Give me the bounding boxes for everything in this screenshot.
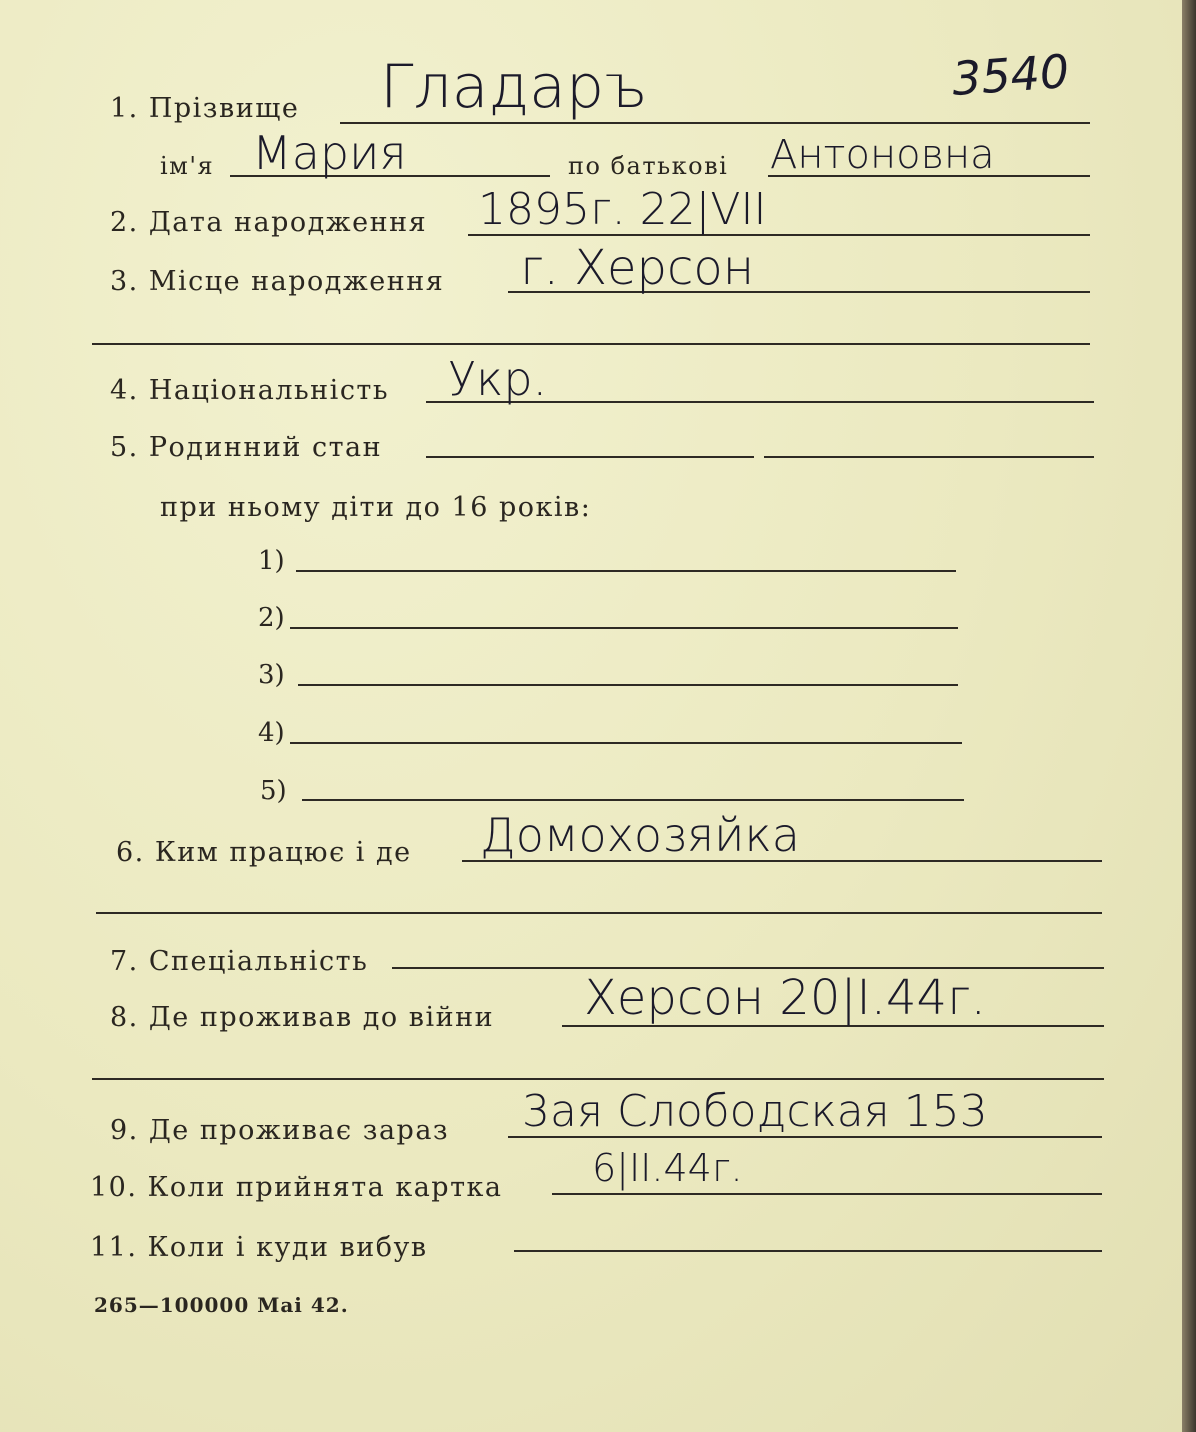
children-label: при ньому діти до 16 років: [160, 492, 592, 523]
patronymic-value[interactable]: Антоновна [770, 132, 995, 178]
child-1-line[interactable] [296, 570, 956, 572]
patronymic-label: по батькові [568, 152, 729, 180]
card-accepted-label: 10. Коли прийнята картка [90, 1172, 503, 1203]
child-2-line[interactable] [290, 627, 958, 629]
birth-place-label: 3. Місце народження [110, 266, 445, 297]
nationality-value[interactable]: Укр. [448, 352, 548, 406]
first-name-label: ім'я [160, 152, 215, 180]
child-4-num: 4) [258, 718, 285, 748]
card-accepted-line [552, 1193, 1102, 1195]
current-residence-value[interactable]: 3ая Слободская 153 [522, 1086, 988, 1137]
occupation-line-2 [96, 912, 1102, 914]
specialty-line [392, 967, 1104, 969]
current-residence-label: 9. Де проживає зараз [110, 1115, 450, 1146]
child-2-num: 2) [258, 603, 285, 633]
child-5-num: 5) [260, 776, 287, 806]
departure-line [514, 1250, 1102, 1252]
child-5-line[interactable] [302, 799, 964, 801]
marital-status-line-1 [426, 456, 754, 458]
occupation-label: 6. Ким працює і де [116, 837, 412, 868]
birth-place-line-2 [92, 343, 1090, 345]
first-name-value[interactable]: Мария [252, 126, 407, 180]
occupation-value[interactable]: Домохозяйка [480, 808, 800, 862]
birth-date-value[interactable]: 1895г. 22|VII [478, 184, 767, 235]
child-3-num: 3) [258, 660, 285, 690]
prewar-residence-value[interactable]: Херсон 20|I.44г. [584, 970, 986, 1026]
specialty-label: 7. Спеціальність [110, 946, 369, 977]
departure-label: 11. Коли і куди вибув [90, 1232, 428, 1263]
nationality-label: 4. Національність [110, 375, 390, 406]
surname-label: 1. Прізвище [110, 93, 300, 124]
prewar-residence-label: 8. Де проживав до війни [110, 1002, 495, 1033]
child-3-line[interactable] [298, 684, 958, 686]
surname-line [340, 122, 1090, 124]
corner-number: 3540 [950, 43, 1071, 107]
card-edge-shadow [1182, 0, 1196, 1432]
prewar-residence-line-2 [92, 1078, 1104, 1080]
surname-value[interactable]: Гладаръ [380, 52, 648, 122]
card-accepted-value[interactable]: 6|II.44г. [592, 1146, 743, 1190]
marital-status-label: 5. Родинний стан [110, 432, 383, 463]
birth-date-label: 2. Дата народження [110, 207, 428, 238]
child-4-line[interactable] [290, 742, 962, 744]
marital-status-line-2 [764, 456, 1094, 458]
print-run-footer: 265—100000 Mai 42. [94, 1293, 349, 1317]
child-1-num: 1) [258, 546, 285, 576]
birth-place-value[interactable]: г. Херсон [520, 240, 755, 296]
